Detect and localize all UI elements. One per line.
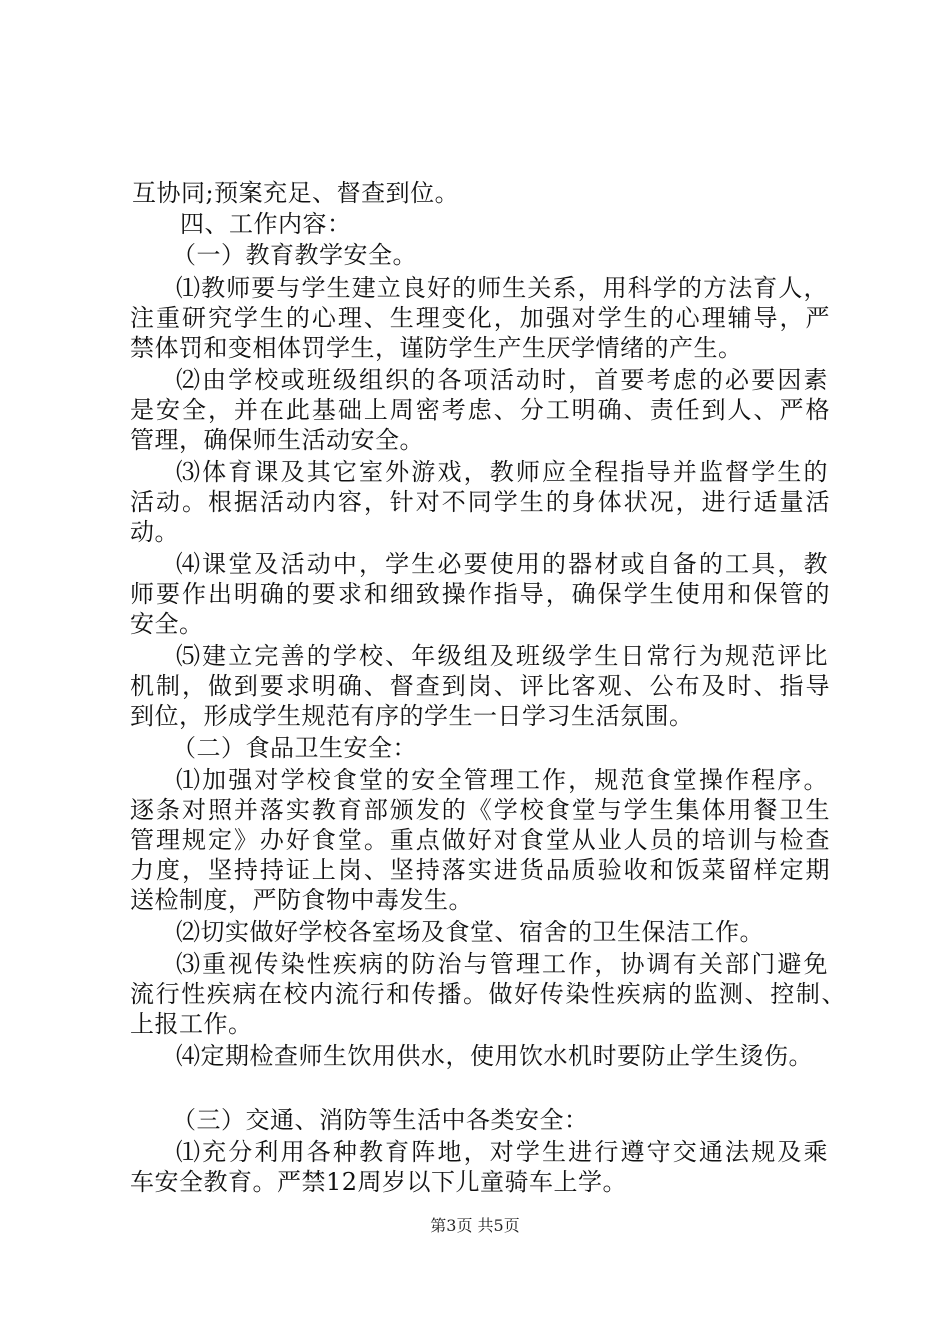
text-line: 流行性疾病在校内流行和传播。做好传染性疾病的监测、控制、 [130, 980, 846, 1008]
subsection-heading: （三）交通、消防等生活中各类安全： [172, 1106, 589, 1134]
text-line: ⑴加强对学校食堂的安全管理工作，规范食堂操作程序。 [176, 766, 828, 794]
text-line: ⑵由学校或班级组织的各项活动时，首要考虑的必要因素 [176, 366, 828, 394]
section-heading: 四、工作内容： [180, 210, 352, 238]
text-line: 逐条对照并落实教育部颁发的《学校食堂与学生集体用餐卫生 [130, 796, 830, 824]
text-line: 安全。 [130, 610, 204, 638]
text-line: ⑷定期检查师生饮用供水，使用饮水机时要防止学生烫伤。 [176, 1042, 813, 1070]
text-line: 到位，形成学生规范有序的学生一日学习生活氛围。 [130, 702, 694, 730]
text-line: 机制，做到要求明确、督查到岗、评比客观、公布及时、指导 [130, 672, 830, 700]
text-line: 车安全教育。严禁12周岁以下儿童骑车上学。 [130, 1168, 628, 1196]
page-number-footer: 第3页 共5页 [430, 1216, 520, 1235]
text-line: ⑶重视传染性疾病的防治与管理工作，协调有关部门避免 [176, 950, 828, 978]
text-line: 上报工作。 [130, 1010, 253, 1038]
text-line: ⑴教师要与学生建立良好的师生关系，用科学的方法育人， [176, 274, 828, 302]
text-line: ⑸建立完善的学校、年级组及班级学生日常行为规范评比 [176, 642, 828, 670]
subsection-heading: （二）食品卫生安全： [172, 734, 417, 762]
text-line: 力度，坚持持证上岗、坚持落实进货品质验收和饭菜留样定期 [130, 856, 830, 884]
text-line: ⑴充分利用各种教育阵地，对学生进行遵守交通法规及乘 [176, 1138, 828, 1166]
text-line: 管理规定》办好食堂。重点做好对食堂从业人员的培训与检查 [130, 826, 830, 854]
text-line: ⑷课堂及活动中，学生必要使用的器材或自备的工具，教 [176, 550, 828, 578]
text-line: 禁体罚和变相体罚学生，谨防学生产生厌学情绪的产生。 [130, 334, 743, 362]
text-line: 动。 [130, 518, 179, 546]
text-line: 互协同;预案充足、督查到位。 [132, 179, 460, 207]
text-line: 师要作出明确的要求和细致操作指导，确保学生使用和保管的 [130, 580, 830, 608]
text-line: 送检制度，严防食物中毒发生。 [130, 886, 473, 914]
subsection-heading: （一）教育教学安全。 [172, 241, 417, 269]
text-line: 活动。根据活动内容，针对不同学生的身体状况，进行适量活 [130, 488, 830, 516]
text-line: 管理，确保师生活动安全。 [130, 426, 424, 454]
text-line: ⑶体育课及其它室外游戏，教师应全程指导并监督学生的 [176, 458, 828, 486]
text-line: ⑵切实做好学校各室场及食堂、宿舍的卫生保洁工作。 [176, 918, 764, 946]
text-line: 注重研究学生的心理、生理变化，加强对学生的心理辅导，严 [130, 304, 830, 332]
text-line: 是安全，并在此基础上周密考虑、分工明确、责任到人、严格 [130, 396, 830, 424]
